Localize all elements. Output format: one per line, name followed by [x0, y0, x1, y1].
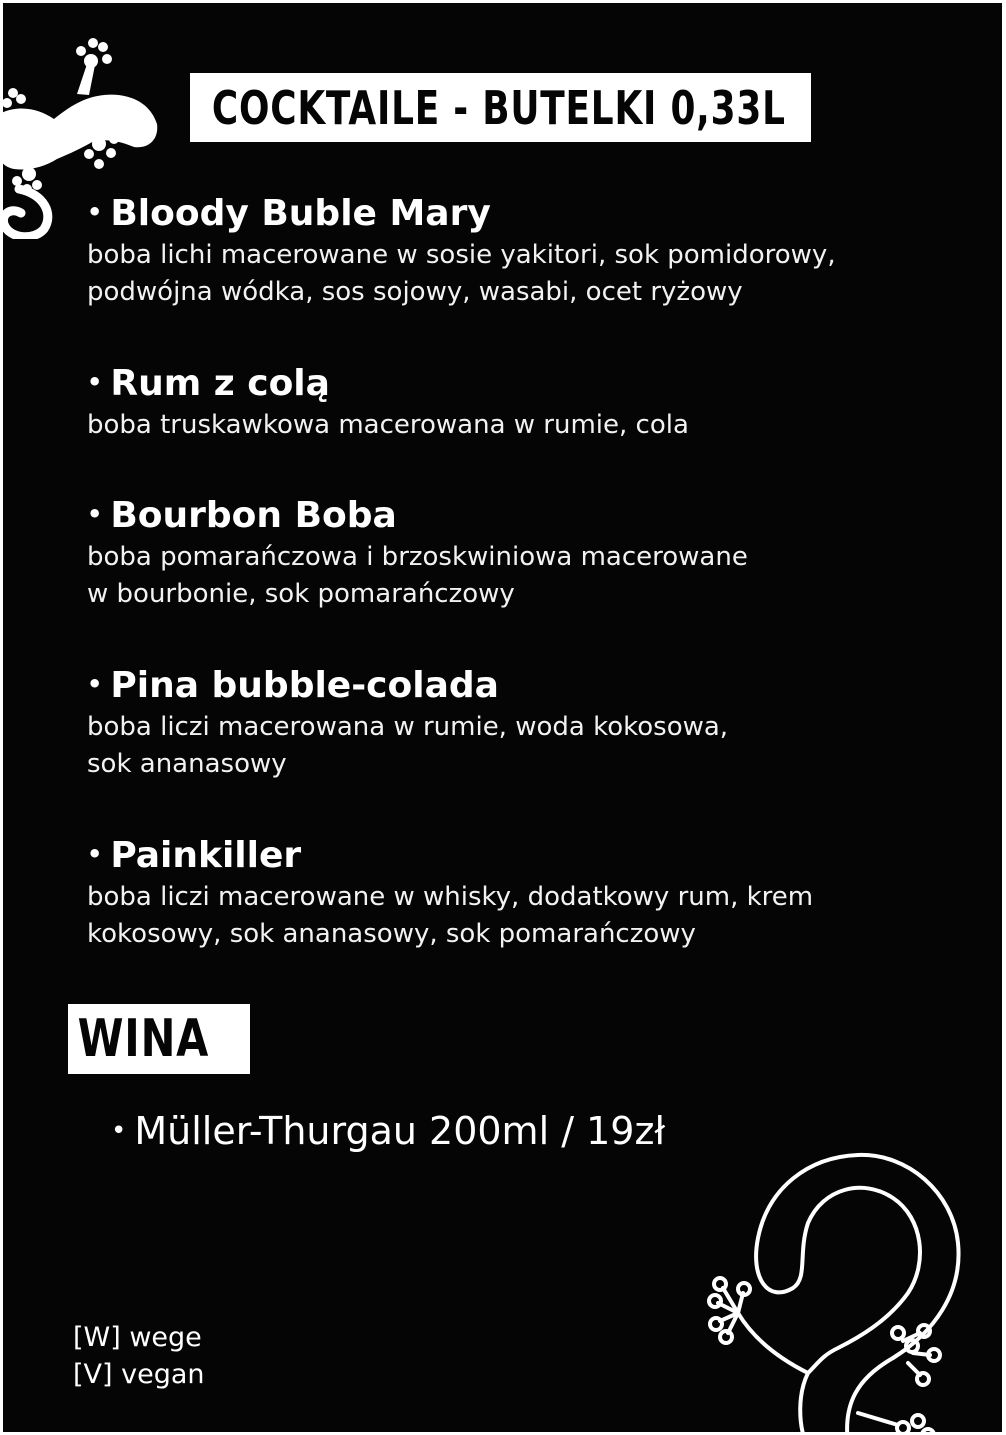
menu-item-description: boba liczi macerowane w whisky, dodatkowy rum, krem kokosowy, sok ananasowy, sok pomarańczowy — [87, 882, 814, 949]
bullet-icon: • — [87, 368, 103, 396]
gecko-outline-icon — [658, 1143, 978, 1432]
menu-item-description: boba pomarańczowa i brzoskwiniowa macerowane w bourbonie, sok pomarańczowy — [87, 542, 748, 609]
bullet-icon: • — [111, 1116, 127, 1146]
menu-item-name: • Pina bubble-colada — [87, 665, 499, 706]
diet-legend — [73, 1319, 205, 1393]
cocktail-list — [87, 189, 967, 1001]
bullet-icon: • — [87, 198, 103, 226]
bullet-icon: • — [87, 670, 103, 698]
wine-item: • Müller-Thurgau 200ml / 19zł — [111, 1109, 666, 1153]
menu-item-description: boba lichi macerowane w sosie yakitori, sok pomidorowy, podwójna wódka, sos sojowy, wasabi, ocet ryżowy — [87, 240, 836, 307]
legend-vegan: [V] vegan — [73, 1359, 205, 1390]
menu-item-description: boba liczi macerowana w rumie, woda kokosowa, sok ananasowy — [87, 712, 729, 779]
menu-page — [3, 3, 1002, 1432]
section-title-cocktails — [190, 73, 811, 142]
menu-item — [87, 831, 967, 1001]
bullet-icon: • — [87, 500, 103, 528]
menu-item — [87, 359, 967, 491]
section-title-wines — [68, 1004, 250, 1074]
section-title-text: COCKTAILE - BUTELKI 0,33L — [211, 80, 786, 135]
menu-item — [87, 661, 967, 831]
menu-item-description: boba truskawkowa macerowana w rumie, cola — [87, 410, 689, 440]
menu-item-name: • Bourbon Boba — [87, 495, 397, 536]
section-title-text: WINA — [77, 1009, 210, 1069]
legend-wege: [W] wege — [73, 1322, 202, 1353]
menu-item — [87, 491, 967, 661]
menu-item-name: • Rum z colą — [87, 363, 330, 404]
menu-item — [87, 189, 967, 359]
menu-item-name: • Painkiller — [87, 835, 302, 876]
menu-item-name: • Bloody Buble Mary — [87, 193, 491, 234]
bullet-icon: • — [87, 840, 103, 868]
